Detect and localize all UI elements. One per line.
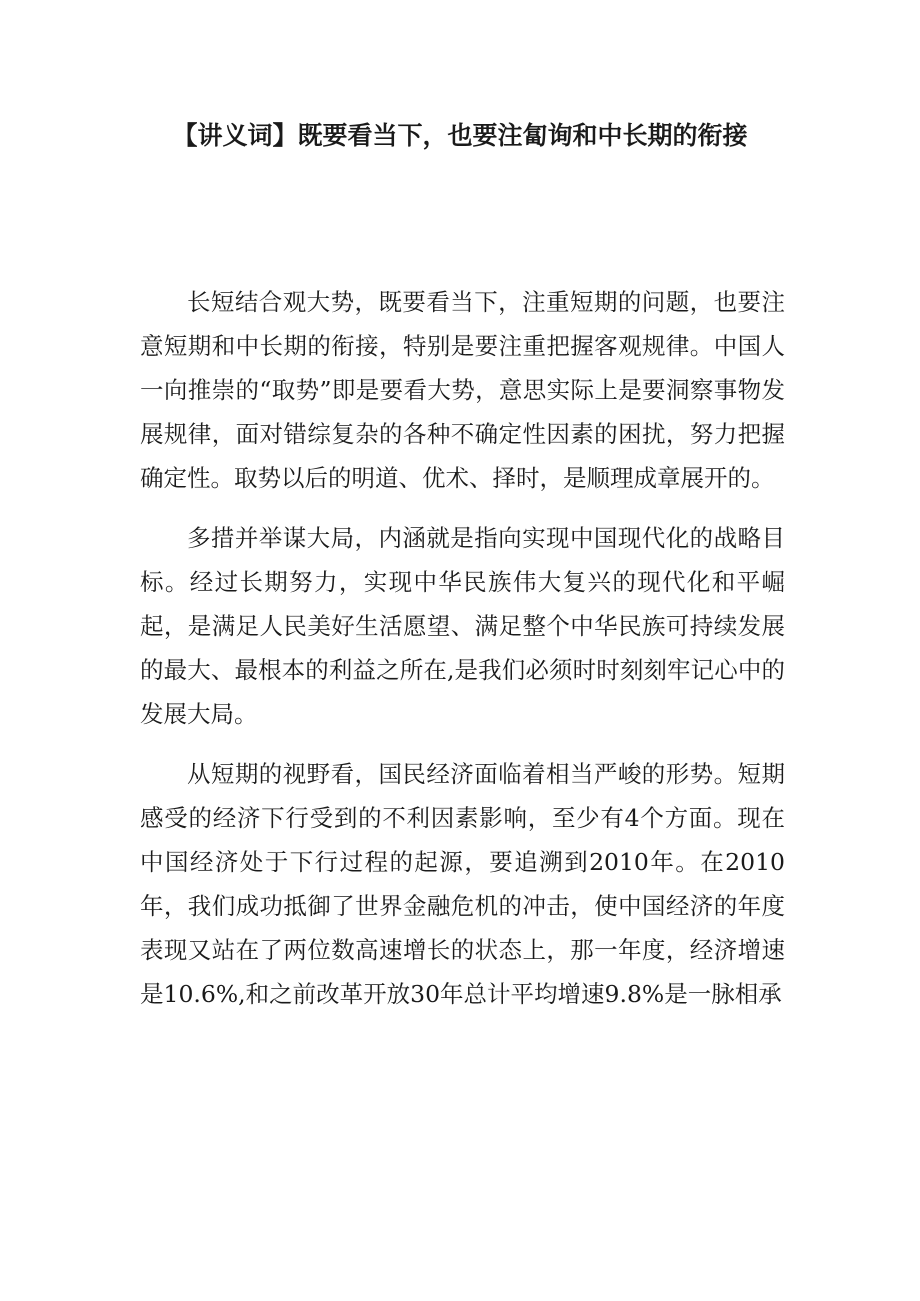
paragraph-2: 多措并举谋大局，内涵就是指向实现中国现代化的战略目标。经过长期努力，实现中华民族伟大复兴的现代化和平崛起，是满足人民美好生活愿望、满足整个中华民族可持续发展的最大、最根本的利益之所在,是我们必须时时刻刻牢记心中的发展大局。 [140,524,785,728]
paragraph-1: 长短结合观大势，既要看当下，注重短期的问题，也要注意短期和中长期的衔接，特别是要注重把握客观规律。中国人一向推崇的“取势”即是要看大势，意思实际上是要洞察事物发展规律，面对错综复杂的各种不确定性因素的困扰，努力把握确定性。取势以后的明道、优术、择时，是顺理成章展开的。 [140,288,785,492]
document-title: 【讲义词】既要看当下，也要注匐询和中长期的衔接 [172,121,748,150]
paragraph-3: 从短期的视野看，国民经济面临着相当严峻的形势。短期感受的经济下行受到的不利因素影响，至少有4个方面。现在中国经济处于下行过程的起源，要追溯到2010年。在2010年，我们成功抵御了世界金融危机的冲击，使中国经济的年度表现又站在了两位数高速增长的状态上，那一年度，经济增速是10.6%,和之前改革开放30年总计平均增速9.8%是一脉相承 [140,760,785,1008]
document-body [140,280,785,1032]
